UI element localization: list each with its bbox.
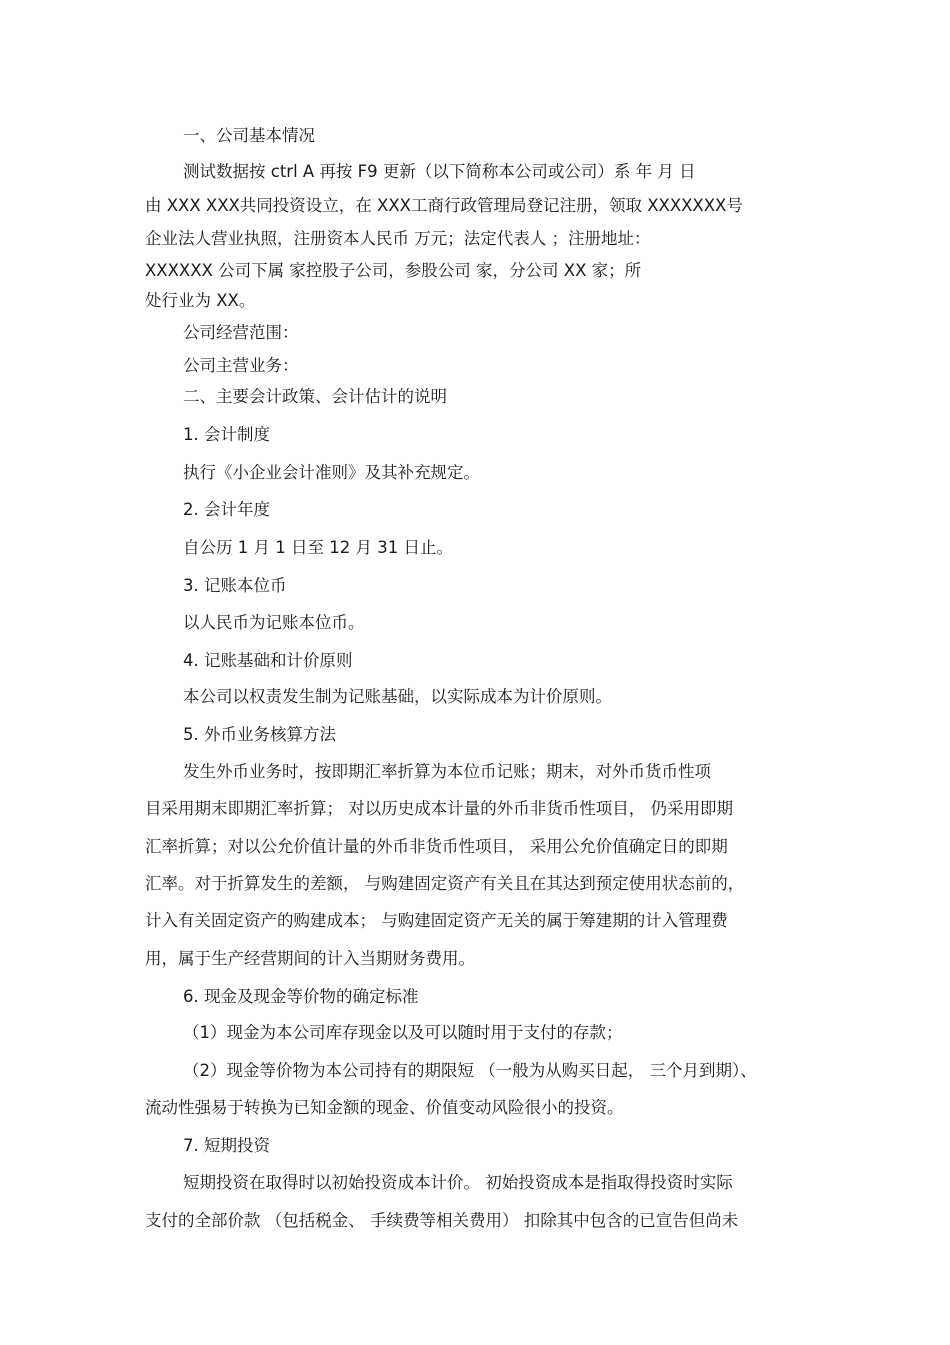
paragraph-line: 执行《小企业会计准则》及其补充规定。 <box>183 463 480 482</box>
paragraph-line: 支付的全部价款 （包括税金、 手续费等相关费用） 扣除其中包含的已宣告但尚未 <box>145 1211 739 1230</box>
heading-accounting-policies: 二、主要会计政策、会计估计的说明 <box>183 387 447 406</box>
paragraph-line: 用，属于生产经营期间的计入当期财务费用。 <box>145 949 475 968</box>
paragraph-line: 发生外币业务时，按即期汇率折算为本位币记账；期末，对外币货币性项 <box>183 762 711 781</box>
section-heading-1: 1. 会计制度 <box>183 425 270 444</box>
paragraph-line: （1）现金为本公司库存现金以及可以随时用于支付的存款； <box>183 1023 623 1042</box>
section-heading-7: 7. 短期投资 <box>183 1136 270 1155</box>
section-heading-2: 2. 会计年度 <box>183 500 270 519</box>
paragraph-line: 以人民币为记账本位币。 <box>183 613 365 632</box>
paragraph-line: 本公司以权责发生制为记账基础，以实际成本为计价原则。 <box>183 687 612 706</box>
paragraph-line: 由 XXX XXX共同投资设立，在 XXX工商行政管理局登记注册，领取 XXXXXXX号 <box>145 196 743 215</box>
paragraph-line: 汇率折算；对以公允价值计量的外币非货币性项目， 采用公允价值确定日的即期 <box>145 837 728 856</box>
paragraph-line: 测试数据按 ctrl A 再按 F9 更新（以下简称本公司或公司）系 年 月 日 <box>183 162 696 181</box>
paragraph-line: 企业法人营业执照，注册资本人民币 万元；法定代表人 ；注册地址： <box>145 229 651 248</box>
heading-company-basic-info: 一、公司基本情况 <box>183 126 315 145</box>
paragraph-line: 短期投资在取得时以初始投资成本计价。 初始投资成本是指取得投资时实际 <box>183 1173 733 1192</box>
main-business-label: 公司主营业务： <box>183 356 299 375</box>
paragraph-line: 自公历 1 月 1 日至 12 月 31 日止。 <box>183 538 453 557</box>
section-heading-3: 3. 记账本位币 <box>183 576 287 595</box>
business-scope-label: 公司经营范围： <box>183 323 299 342</box>
paragraph-line: 目采用期末即期汇率折算； 对以历史成本计量的外币非货币性项目， 仍采用即期 <box>145 799 733 818</box>
paragraph-line: （2）现金等价物为本公司持有的期限短 （一般为从购买日起， 三个月到期）、 <box>183 1061 757 1080</box>
paragraph-line: 流动性强易于转换为已知金额的现金、价值变动风险很小的投资。 <box>145 1098 624 1117</box>
section-heading-6: 6. 现金及现金等价物的确定标准 <box>183 987 419 1006</box>
paragraph-line: 汇率。对于折算发生的差额， 与购建固定资产有关且在其达到预定使用状态前的， <box>145 874 745 893</box>
section-heading-5: 5. 外币业务核算方法 <box>183 725 336 744</box>
paragraph-line: XXXXXX 公司下属 家控股子公司，参股公司 家，分公司 XX 家；所 <box>145 261 642 280</box>
paragraph-line: 处行业为 XX。 <box>145 291 256 310</box>
section-heading-4: 4. 记账基础和计价原则 <box>183 651 353 670</box>
paragraph-line: 计入有关固定资产的购建成本； 与购建固定资产无关的属于筹建期的计入管理费 <box>145 911 728 930</box>
